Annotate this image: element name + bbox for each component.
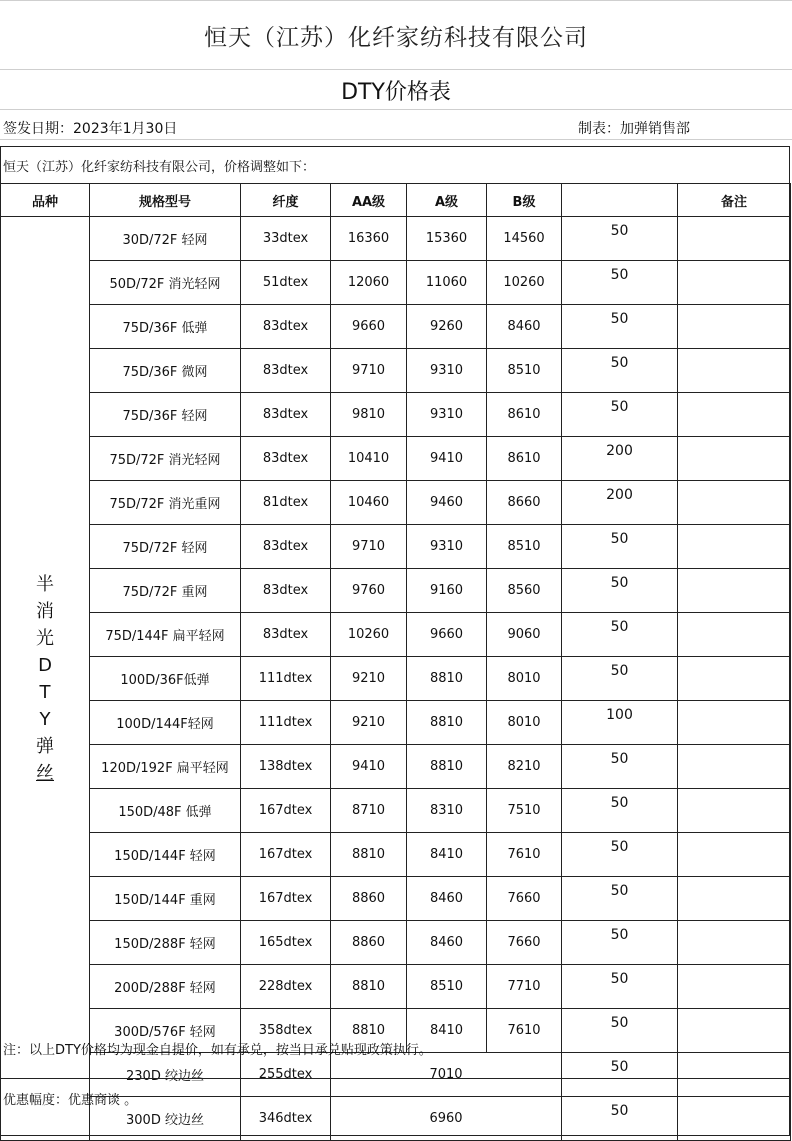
remark-cell [678, 965, 791, 1009]
category-char: T [39, 681, 51, 703]
denier-cell: 83dtex [241, 437, 331, 481]
remark-cell [678, 701, 791, 745]
b-price-cell: 8560 [487, 569, 562, 613]
b-price-cell: 8510 [487, 525, 562, 569]
spec-cell: 75D/36F 微网 [90, 349, 241, 393]
aa-price-cell: 8810 [331, 965, 407, 1009]
spec-cell: 150D/288F 轻网 [90, 921, 241, 965]
aa-price-cell: 10410 [331, 437, 407, 481]
extra-cell: 50 [562, 1053, 678, 1097]
divider [0, 139, 792, 140]
b-price-cell: 8460 [487, 305, 562, 349]
spec-cell: 50D/72F 消光轻网 [90, 261, 241, 305]
denier-cell: 81dtex [241, 481, 331, 525]
remark-cell [678, 261, 791, 305]
extra-cell: 50 [562, 613, 678, 657]
column-header: AA级 [331, 184, 407, 217]
category-cell [1, 217, 90, 1141]
extra-cell: 50 [562, 1009, 678, 1053]
table-row [1, 921, 791, 965]
spec-cell: 230D 绞边丝 [90, 1053, 241, 1097]
extra-cell: 50 [562, 349, 678, 393]
column-header: 备注 [678, 184, 791, 217]
extra-cell: 50 [562, 921, 678, 965]
extra-cell: 50 [562, 833, 678, 877]
aa-price-cell: 9710 [331, 525, 407, 569]
aa-price-cell: 8860 [331, 921, 407, 965]
spec-cell: 75D/72F 消光轻网 [90, 437, 241, 481]
merged-price-cell: 7010 [331, 1053, 562, 1097]
extra-cell: 50 [562, 525, 678, 569]
denier-cell: 165dtex [241, 921, 331, 965]
remark-cell [678, 1097, 791, 1141]
table-row [1, 305, 791, 349]
a-price-cell: 9660 [407, 613, 487, 657]
payment-note: 注：以上DTY价格均为现金自提价，如有承兑，按当日承兑贴现政策执行。 [3, 1043, 432, 1058]
company-name: 恒天（江苏）化纤家纺科技有限公司 [204, 24, 588, 51]
extra-cell: 100 [562, 701, 678, 745]
remark-cell [678, 877, 791, 921]
divider [0, 109, 792, 110]
category-char: 丝 [36, 762, 54, 784]
denier-cell: 83dtex [241, 613, 331, 657]
aa-price-cell: 9810 [331, 393, 407, 437]
table-row [1, 613, 791, 657]
table-body [1, 217, 791, 1141]
remark-cell [678, 921, 791, 965]
table-row [1, 657, 791, 701]
denier-cell: 33dtex [241, 217, 331, 261]
denier-cell: 83dtex [241, 349, 331, 393]
spec-cell: 75D/72F 消光重网 [90, 481, 241, 525]
b-price-cell: 10260 [487, 261, 562, 305]
extra-cell: 50 [562, 965, 678, 1009]
table-row [1, 393, 791, 437]
column-header: 品种 [1, 184, 90, 217]
spec-cell: 100D/36F低弹 [90, 657, 241, 701]
table-row [1, 349, 791, 393]
spec-cell: 150D/48F 低弹 [90, 789, 241, 833]
table-row [1, 217, 791, 261]
b-price-cell: 7610 [487, 833, 562, 877]
spec-cell: 75D/144F 扁平轻网 [90, 613, 241, 657]
a-price-cell: 8410 [407, 833, 487, 877]
category-char: D [38, 654, 52, 676]
denier-cell: 167dtex [241, 789, 331, 833]
category-char: 弹 [36, 735, 54, 757]
table-row [1, 701, 791, 745]
extra-cell: 50 [562, 261, 678, 305]
remark-cell [678, 481, 791, 525]
b-price-cell: 7660 [487, 877, 562, 921]
extra-cell: 200 [562, 437, 678, 481]
spec-cell: 75D/36F 轻网 [90, 393, 241, 437]
remark-cell [678, 789, 791, 833]
aa-price-cell: 9710 [331, 349, 407, 393]
a-price-cell: 8410 [407, 1009, 487, 1053]
denier-cell: 138dtex [241, 745, 331, 789]
extra-cell: 50 [562, 393, 678, 437]
remark-cell [678, 305, 791, 349]
table-row [1, 965, 791, 1009]
spec-cell: 100D/144F轻网 [90, 701, 241, 745]
column-header [562, 184, 678, 217]
a-price-cell: 15360 [407, 217, 487, 261]
spec-cell: 200D/288F 轻网 [90, 965, 241, 1009]
aa-price-cell: 8710 [331, 789, 407, 833]
extra-cell: 50 [562, 657, 678, 701]
spec-cell: 300D/576F 轻网 [90, 1009, 241, 1053]
a-price-cell: 8460 [407, 921, 487, 965]
remark-cell [678, 833, 791, 877]
table-row [1, 261, 791, 305]
table-row [1, 481, 791, 525]
category-char: 消 [36, 600, 54, 622]
table-row [1, 745, 791, 789]
a-price-cell: 11060 [407, 261, 487, 305]
remark-cell [678, 1009, 791, 1053]
spec-cell: 75D/72F 轻网 [90, 525, 241, 569]
denier-cell: 167dtex [241, 877, 331, 921]
spec-cell: 30D/72F 轻网 [90, 217, 241, 261]
issue-date: 签发日期：2023年1月30日 [3, 121, 178, 137]
table-row [1, 877, 791, 921]
table-row [1, 789, 791, 833]
category-char: 半 [36, 573, 54, 595]
table-title: DTY价格表 [341, 79, 451, 105]
denier-cell: 83dtex [241, 525, 331, 569]
spec-cell: 150D/144F 轻网 [90, 833, 241, 877]
a-price-cell: 8810 [407, 745, 487, 789]
table-row [1, 569, 791, 613]
remark-cell [678, 217, 791, 261]
b-price-cell: 7660 [487, 921, 562, 965]
aa-price-cell: 10260 [331, 613, 407, 657]
aa-price-cell: 8810 [331, 833, 407, 877]
b-price-cell: 7610 [487, 1009, 562, 1053]
aa-price-cell: 9410 [331, 745, 407, 789]
column-header: A级 [407, 184, 487, 217]
b-price-cell: 7510 [487, 789, 562, 833]
column-header: B级 [487, 184, 562, 217]
column-header: 规格型号 [90, 184, 241, 217]
denier-cell: 83dtex [241, 305, 331, 349]
aa-price-cell: 12060 [331, 261, 407, 305]
b-price-cell: 8610 [487, 393, 562, 437]
remark-cell [678, 437, 791, 481]
remark-cell [678, 1053, 791, 1097]
intro-text: 恒天（江苏）化纤家纺科技有限公司，价格调整如下： [3, 160, 316, 175]
price-table [0, 183, 791, 1141]
a-price-cell: 9160 [407, 569, 487, 613]
aa-price-cell: 10460 [331, 481, 407, 525]
table-header-row [1, 184, 791, 217]
b-price-cell: 14560 [487, 217, 562, 261]
b-price-cell: 8510 [487, 349, 562, 393]
a-price-cell: 8460 [407, 877, 487, 921]
a-price-cell: 8810 [407, 657, 487, 701]
category-char: 光 [36, 627, 54, 649]
denier-cell: 255dtex [241, 1053, 331, 1097]
category-char: Y [39, 708, 51, 730]
merged-price-cell: 6960 [331, 1097, 562, 1141]
extra-cell: 50 [562, 1097, 678, 1141]
b-price-cell: 7710 [487, 965, 562, 1009]
remark-cell [678, 657, 791, 701]
remark-cell [678, 569, 791, 613]
aa-price-cell: 9660 [331, 305, 407, 349]
spec-cell: 120D/192F 扁平轻网 [90, 745, 241, 789]
denier-cell: 83dtex [241, 569, 331, 613]
denier-cell: 346dtex [241, 1097, 331, 1141]
table-maker: 制表：加弹销售部 [578, 121, 690, 137]
table-row [1, 525, 791, 569]
a-price-cell: 9460 [407, 481, 487, 525]
aa-price-cell: 9760 [331, 569, 407, 613]
aa-price-cell: 9210 [331, 701, 407, 745]
aa-price-cell: 9210 [331, 657, 407, 701]
denier-cell: 228dtex [241, 965, 331, 1009]
column-header: 纤度 [241, 184, 331, 217]
extra-cell: 50 [562, 217, 678, 261]
remark-cell [678, 745, 791, 789]
a-price-cell: 9410 [407, 437, 487, 481]
b-price-cell: 9060 [487, 613, 562, 657]
denier-cell: 111dtex [241, 657, 331, 701]
a-price-cell: 8310 [407, 789, 487, 833]
extra-cell: 50 [562, 745, 678, 789]
a-price-cell: 8510 [407, 965, 487, 1009]
b-price-cell: 8210 [487, 745, 562, 789]
spec-cell: 75D/36F 低弹 [90, 305, 241, 349]
remark-cell [678, 349, 791, 393]
denier-cell: 358dtex [241, 1009, 331, 1053]
a-price-cell: 9260 [407, 305, 487, 349]
denier-cell: 51dtex [241, 261, 331, 305]
divider [0, 1078, 790, 1079]
denier-cell: 167dtex [241, 833, 331, 877]
spec-cell: 300D 绞边丝 [90, 1097, 241, 1141]
table-row [1, 437, 791, 481]
remark-cell [678, 613, 791, 657]
extra-cell: 50 [562, 877, 678, 921]
a-price-cell: 8810 [407, 701, 487, 745]
b-price-cell: 8660 [487, 481, 562, 525]
extra-cell: 50 [562, 305, 678, 349]
b-price-cell: 8010 [487, 657, 562, 701]
denier-cell: 83dtex [241, 393, 331, 437]
remark-cell [678, 393, 791, 437]
extra-cell: 50 [562, 789, 678, 833]
aa-price-cell: 8860 [331, 877, 407, 921]
a-price-cell: 9310 [407, 525, 487, 569]
aa-price-cell: 8810 [331, 1009, 407, 1053]
spec-cell: 75D/72F 重网 [90, 569, 241, 613]
remark-cell [678, 525, 791, 569]
discount-note: 优惠幅度：优惠商谈 。 [3, 1093, 138, 1108]
denier-cell: 111dtex [241, 701, 331, 745]
a-price-cell: 9310 [407, 393, 487, 437]
a-price-cell: 9310 [407, 349, 487, 393]
b-price-cell: 8010 [487, 701, 562, 745]
b-price-cell: 8610 [487, 437, 562, 481]
table-row [1, 833, 791, 877]
spec-cell: 150D/144F 重网 [90, 877, 241, 921]
extra-cell: 200 [562, 481, 678, 525]
extra-cell: 50 [562, 569, 678, 613]
aa-price-cell: 16360 [331, 217, 407, 261]
